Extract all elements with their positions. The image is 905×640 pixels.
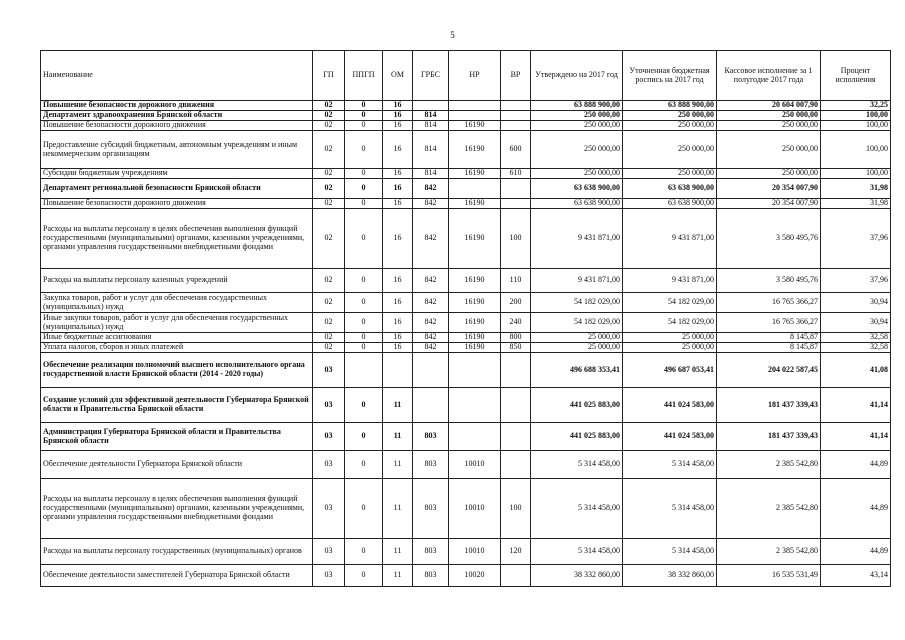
cell-gp: 03 xyxy=(313,539,345,565)
table-row xyxy=(41,343,891,353)
cell-percent: 30,94 xyxy=(821,293,891,313)
cell-vr: 850 xyxy=(501,343,531,353)
table-row xyxy=(41,451,891,479)
cell-ppgp: 0 xyxy=(345,169,383,179)
cell-grbs: 842 xyxy=(413,179,449,199)
cell-nr: 16190 xyxy=(449,209,501,269)
cell-revised: 63 888 900,00 xyxy=(623,101,717,111)
cell-revised: 441 024 583,00 xyxy=(623,388,717,423)
cell-revised: 5 314 458,00 xyxy=(623,451,717,479)
cell-ppgp: 0 xyxy=(345,121,383,131)
cell-nr: 10010 xyxy=(449,539,501,565)
cell-cash: 181 437 339,43 xyxy=(717,388,821,423)
cell-gp: 03 xyxy=(313,388,345,423)
cell-percent: 100,00 xyxy=(821,121,891,131)
cell-name: Обеспечение деятельности заместителей Губернатора Брянской области xyxy=(41,565,313,587)
cell-om: 16 xyxy=(383,343,413,353)
cell-cash: 8 145,87 xyxy=(717,333,821,343)
cell-approved: 250 000,00 xyxy=(531,169,623,179)
table-row xyxy=(41,131,891,169)
cell-name: Субсидии бюджетным учреждениям xyxy=(41,169,313,179)
cell-ppgp: 0 xyxy=(345,423,383,451)
cell-nr: 10010 xyxy=(449,451,501,479)
table-row xyxy=(41,169,891,179)
cell-name: Обеспечение реализации полномочий высшего исполнительного органа государственной власти Брянской области (2014 - 2020 годы) xyxy=(41,353,313,388)
cell-nr xyxy=(449,388,501,423)
cell-revised: 250 000,00 xyxy=(623,131,717,169)
cell-name: Расходы на выплаты персоналу казенных учреждений xyxy=(41,269,313,293)
table-row xyxy=(41,121,891,131)
cell-om: 16 xyxy=(383,169,413,179)
cell-gp: 02 xyxy=(313,269,345,293)
cell-vr: 120 xyxy=(501,539,531,565)
cell-om: 16 xyxy=(383,121,413,131)
cell-revised: 9 431 871,00 xyxy=(623,269,717,293)
table-row xyxy=(41,565,891,587)
cell-approved: 5 314 458,00 xyxy=(531,479,623,539)
table-row xyxy=(41,423,891,451)
cell-cash: 3 580 495,76 xyxy=(717,209,821,269)
cell-name: Повышение безопасности дорожного движения xyxy=(41,101,313,111)
cell-name: Закупка товаров, работ и услуг для обеспечения государственных (муниципальных) нужд xyxy=(41,293,313,313)
cell-percent: 44,89 xyxy=(821,539,891,565)
cell-percent: 41,14 xyxy=(821,423,891,451)
header-grbs: ГРБС xyxy=(413,51,449,101)
table-row xyxy=(41,388,891,423)
table-row xyxy=(41,209,891,269)
cell-om: 16 xyxy=(383,209,413,269)
cell-nr: 16190 xyxy=(449,121,501,131)
cell-gp: 02 xyxy=(313,131,345,169)
cell-percent: 32,25 xyxy=(821,101,891,111)
cell-gp: 02 xyxy=(313,169,345,179)
cell-percent: 41,14 xyxy=(821,388,891,423)
header-cash: Кассовое исполнение за 1 полугодие 2017 года xyxy=(717,51,821,101)
cell-ppgp: 0 xyxy=(345,293,383,313)
cell-ppgp: 0 xyxy=(345,565,383,587)
cell-approved: 9 431 871,00 xyxy=(531,269,623,293)
cell-cash: 16 765 366,27 xyxy=(717,313,821,333)
cell-vr: 610 xyxy=(501,169,531,179)
cell-om: 11 xyxy=(383,388,413,423)
cell-revised: 54 182 029,00 xyxy=(623,313,717,333)
cell-approved: 5 314 458,00 xyxy=(531,539,623,565)
cell-nr xyxy=(449,353,501,388)
cell-nr: 16190 xyxy=(449,269,501,293)
cell-cash: 16 535 531,49 xyxy=(717,565,821,587)
cell-nr: 16190 xyxy=(449,169,501,179)
cell-revised: 9 431 871,00 xyxy=(623,209,717,269)
cell-name: Расходы на выплаты персоналу в целях обеспечения выполнения функций государственными (муниципальными) органами, казенными учреждениями, органами управления государственными внебюджетными фондами xyxy=(41,209,313,269)
cell-revised: 38 332 860,00 xyxy=(623,565,717,587)
cell-percent: 32,58 xyxy=(821,333,891,343)
cell-approved: 38 332 860,00 xyxy=(531,565,623,587)
cell-vr xyxy=(501,451,531,479)
cell-percent: 43,14 xyxy=(821,565,891,587)
cell-nr xyxy=(449,101,501,111)
cell-vr xyxy=(501,101,531,111)
cell-grbs: 803 xyxy=(413,539,449,565)
cell-grbs xyxy=(413,353,449,388)
cell-ppgp: 0 xyxy=(345,388,383,423)
cell-om: 11 xyxy=(383,539,413,565)
cell-revised: 54 182 029,00 xyxy=(623,293,717,313)
cell-gp: 03 xyxy=(313,423,345,451)
cell-om: 16 xyxy=(383,111,413,121)
cell-vr: 100 xyxy=(501,209,531,269)
cell-percent: 41,08 xyxy=(821,353,891,388)
cell-revised: 5 314 458,00 xyxy=(623,539,717,565)
header-row xyxy=(41,51,891,101)
table-row xyxy=(41,313,891,333)
table-row xyxy=(41,269,891,293)
cell-percent: 32,58 xyxy=(821,343,891,353)
cell-gp: 02 xyxy=(313,111,345,121)
cell-approved: 250 000,00 xyxy=(531,131,623,169)
cell-percent: 31,98 xyxy=(821,199,891,209)
cell-gp: 02 xyxy=(313,333,345,343)
cell-grbs: 842 xyxy=(413,293,449,313)
cell-vr xyxy=(501,111,531,121)
cell-percent: 100,00 xyxy=(821,131,891,169)
cell-percent: 100,00 xyxy=(821,111,891,121)
cell-ppgp: 0 xyxy=(345,209,383,269)
cell-cash: 250 000,00 xyxy=(717,169,821,179)
cell-name: Расходы на выплаты персоналу государственных (муниципальных) органов xyxy=(41,539,313,565)
cell-om: 16 xyxy=(383,131,413,169)
cell-om: 11 xyxy=(383,451,413,479)
cell-grbs: 814 xyxy=(413,121,449,131)
cell-vr xyxy=(501,199,531,209)
table-row xyxy=(41,539,891,565)
cell-cash: 20 604 007,90 xyxy=(717,101,821,111)
cell-vr: 800 xyxy=(501,333,531,343)
cell-cash: 181 437 339,43 xyxy=(717,423,821,451)
cell-cash: 16 765 366,27 xyxy=(717,293,821,313)
cell-vr: 200 xyxy=(501,293,531,313)
cell-gp: 02 xyxy=(313,199,345,209)
cell-vr xyxy=(501,179,531,199)
header-nr: НР xyxy=(449,51,501,101)
cell-nr: 16190 xyxy=(449,313,501,333)
cell-ppgp: 0 xyxy=(345,111,383,121)
cell-vr: 240 xyxy=(501,313,531,333)
cell-ppgp: 0 xyxy=(345,313,383,333)
cell-name: Создание условий для эффективной деятельности Губернатора Брянской области и Правительства Брянской области xyxy=(41,388,313,423)
cell-gp: 03 xyxy=(313,451,345,479)
cell-revised: 25 000,00 xyxy=(623,333,717,343)
cell-nr: 10020 xyxy=(449,565,501,587)
cell-revised: 250 000,00 xyxy=(623,111,717,121)
cell-grbs: 803 xyxy=(413,565,449,587)
cell-grbs: 814 xyxy=(413,131,449,169)
cell-om: 16 xyxy=(383,293,413,313)
cell-percent: 37,96 xyxy=(821,209,891,269)
cell-nr: 16190 xyxy=(449,343,501,353)
cell-grbs: 842 xyxy=(413,269,449,293)
cell-percent: 100,00 xyxy=(821,169,891,179)
cell-cash: 20 354 007,90 xyxy=(717,199,821,209)
cell-vr xyxy=(501,565,531,587)
cell-name: Уплата налогов, сборов и иных платежей xyxy=(41,343,313,353)
cell-ppgp: 0 xyxy=(345,101,383,111)
cell-gp: 02 xyxy=(313,343,345,353)
cell-ppgp: 0 xyxy=(345,179,383,199)
cell-name: Департамент региональной безопасности Брянской области xyxy=(41,179,313,199)
cell-percent: 31,98 xyxy=(821,179,891,199)
cell-name: Повышение безопасности дорожного движения xyxy=(41,199,313,209)
cell-gp: 02 xyxy=(313,179,345,199)
page-number: 5 xyxy=(450,30,455,40)
cell-grbs xyxy=(413,388,449,423)
header-ppgp: ППГП xyxy=(345,51,383,101)
cell-ppgp: 0 xyxy=(345,479,383,539)
cell-cash: 3 580 495,76 xyxy=(717,269,821,293)
cell-percent: 44,89 xyxy=(821,451,891,479)
cell-cash: 2 385 542,80 xyxy=(717,451,821,479)
cell-approved: 250 000,00 xyxy=(531,121,623,131)
header-name: Наименование xyxy=(41,51,313,101)
cell-percent: 37,96 xyxy=(821,269,891,293)
cell-om: 16 xyxy=(383,313,413,333)
cell-vr: 100 xyxy=(501,479,531,539)
cell-approved: 25 000,00 xyxy=(531,333,623,343)
cell-name: Иные закупки товаров, работ и услуг для обеспечения государственных (муниципальных) нужд xyxy=(41,313,313,333)
cell-grbs: 803 xyxy=(413,451,449,479)
cell-approved: 63 638 900,00 xyxy=(531,179,623,199)
table-row xyxy=(41,333,891,343)
cell-ppgp: 0 xyxy=(345,131,383,169)
cell-approved: 496 688 353,41 xyxy=(531,353,623,388)
table-row xyxy=(41,353,891,388)
cell-nr: 16190 xyxy=(449,131,501,169)
cell-vr xyxy=(501,423,531,451)
cell-grbs: 842 xyxy=(413,333,449,343)
cell-approved: 9 431 871,00 xyxy=(531,209,623,269)
cell-cash: 20 354 007,90 xyxy=(717,179,821,199)
cell-om: 11 xyxy=(383,423,413,451)
cell-name: Иные бюджетные ассигнования xyxy=(41,333,313,343)
cell-gp: 02 xyxy=(313,313,345,333)
header-revised: Уточненная бюджетная роспись на 2017 год xyxy=(623,51,717,101)
cell-name: Повышение безопасности дорожного движения xyxy=(41,121,313,131)
cell-grbs: 842 xyxy=(413,199,449,209)
cell-vr xyxy=(501,121,531,131)
cell-nr: 16190 xyxy=(449,333,501,343)
cell-nr: 10010 xyxy=(449,479,501,539)
cell-nr: 16190 xyxy=(449,293,501,313)
cell-nr xyxy=(449,423,501,451)
cell-nr xyxy=(449,179,501,199)
cell-ppgp: 0 xyxy=(345,199,383,209)
cell-ppgp: 0 xyxy=(345,269,383,293)
cell-name: Расходы на выплаты персоналу в целях обеспечения выполнения функций государственными (муниципальными) органами, казенными учреждениями, органами управления государственными внебюджетными фондами xyxy=(41,479,313,539)
cell-om: 11 xyxy=(383,565,413,587)
cell-approved: 54 182 029,00 xyxy=(531,293,623,313)
table-row xyxy=(41,199,891,209)
cell-ppgp xyxy=(345,353,383,388)
cell-revised: 5 314 458,00 xyxy=(623,479,717,539)
cell-cash: 250 000,00 xyxy=(717,111,821,121)
cell-vr xyxy=(501,388,531,423)
cell-revised: 63 638 900,00 xyxy=(623,199,717,209)
cell-vr: 110 xyxy=(501,269,531,293)
cell-approved: 25 000,00 xyxy=(531,343,623,353)
table-row xyxy=(41,179,891,199)
cell-cash: 250 000,00 xyxy=(717,131,821,169)
cell-om: 16 xyxy=(383,269,413,293)
cell-name: Обеспечение деятельности Губернатора Брянской области xyxy=(41,451,313,479)
cell-grbs: 814 xyxy=(413,111,449,121)
cell-gp: 02 xyxy=(313,101,345,111)
cell-grbs: 803 xyxy=(413,479,449,539)
cell-approved: 63 638 900,00 xyxy=(531,199,623,209)
header-vr: ВР xyxy=(501,51,531,101)
cell-percent: 44,89 xyxy=(821,479,891,539)
cell-vr xyxy=(501,353,531,388)
cell-name: Департамент здравоохранения Брянской области xyxy=(41,111,313,121)
cell-grbs xyxy=(413,101,449,111)
cell-om: 16 xyxy=(383,179,413,199)
cell-revised: 63 638 900,00 xyxy=(623,179,717,199)
cell-gp: 03 xyxy=(313,479,345,539)
cell-name: Предоставление субсидий бюджетным, автономным учреждениям и иным некоммерческим организациям xyxy=(41,131,313,169)
cell-approved: 441 025 883,00 xyxy=(531,423,623,451)
cell-approved: 441 025 883,00 xyxy=(531,388,623,423)
cell-grbs: 814 xyxy=(413,169,449,179)
header-om: ОМ xyxy=(383,51,413,101)
cell-om: 16 xyxy=(383,333,413,343)
table-row xyxy=(41,293,891,313)
cell-om xyxy=(383,353,413,388)
cell-gp: 03 xyxy=(313,565,345,587)
cell-grbs: 803 xyxy=(413,423,449,451)
cell-approved: 54 182 029,00 xyxy=(531,313,623,333)
cell-revised: 250 000,00 xyxy=(623,169,717,179)
budget-execution-table xyxy=(40,50,891,587)
header-gp: ГП xyxy=(313,51,345,101)
table-row xyxy=(41,111,891,121)
cell-revised: 496 687 053,41 xyxy=(623,353,717,388)
cell-gp: 02 xyxy=(313,209,345,269)
cell-cash: 2 385 542,80 xyxy=(717,479,821,539)
header-approved: Утверждено на 2017 год xyxy=(531,51,623,101)
cell-nr: 16190 xyxy=(449,199,501,209)
cell-grbs: 842 xyxy=(413,209,449,269)
cell-cash: 250 000,00 xyxy=(717,121,821,131)
cell-gp: 02 xyxy=(313,293,345,313)
cell-revised: 250 000,00 xyxy=(623,121,717,131)
cell-ppgp: 0 xyxy=(345,451,383,479)
cell-ppgp: 0 xyxy=(345,333,383,343)
cell-revised: 441 024 583,00 xyxy=(623,423,717,451)
cell-name: Администрация Губернатора Брянской области и Правительства Брянской области xyxy=(41,423,313,451)
cell-revised: 25 000,00 xyxy=(623,343,717,353)
cell-approved: 63 888 900,00 xyxy=(531,101,623,111)
cell-cash: 204 022 587,45 xyxy=(717,353,821,388)
cell-vr: 600 xyxy=(501,131,531,169)
cell-grbs: 842 xyxy=(413,343,449,353)
cell-gp: 02 xyxy=(313,121,345,131)
cell-grbs: 842 xyxy=(413,313,449,333)
cell-approved: 250 000,00 xyxy=(531,111,623,121)
cell-percent: 30,94 xyxy=(821,313,891,333)
cell-ppgp: 0 xyxy=(345,539,383,565)
cell-om: 11 xyxy=(383,479,413,539)
cell-om: 16 xyxy=(383,101,413,111)
header-percent: Процент исполнения xyxy=(821,51,891,101)
cell-approved: 5 314 458,00 xyxy=(531,451,623,479)
cell-cash: 2 385 542,80 xyxy=(717,539,821,565)
table-row xyxy=(41,479,891,539)
table-row xyxy=(41,101,891,111)
cell-ppgp: 0 xyxy=(345,343,383,353)
cell-gp: 03 xyxy=(313,353,345,388)
cell-nr xyxy=(449,111,501,121)
cell-cash: 8 145,87 xyxy=(717,343,821,353)
cell-om: 16 xyxy=(383,199,413,209)
